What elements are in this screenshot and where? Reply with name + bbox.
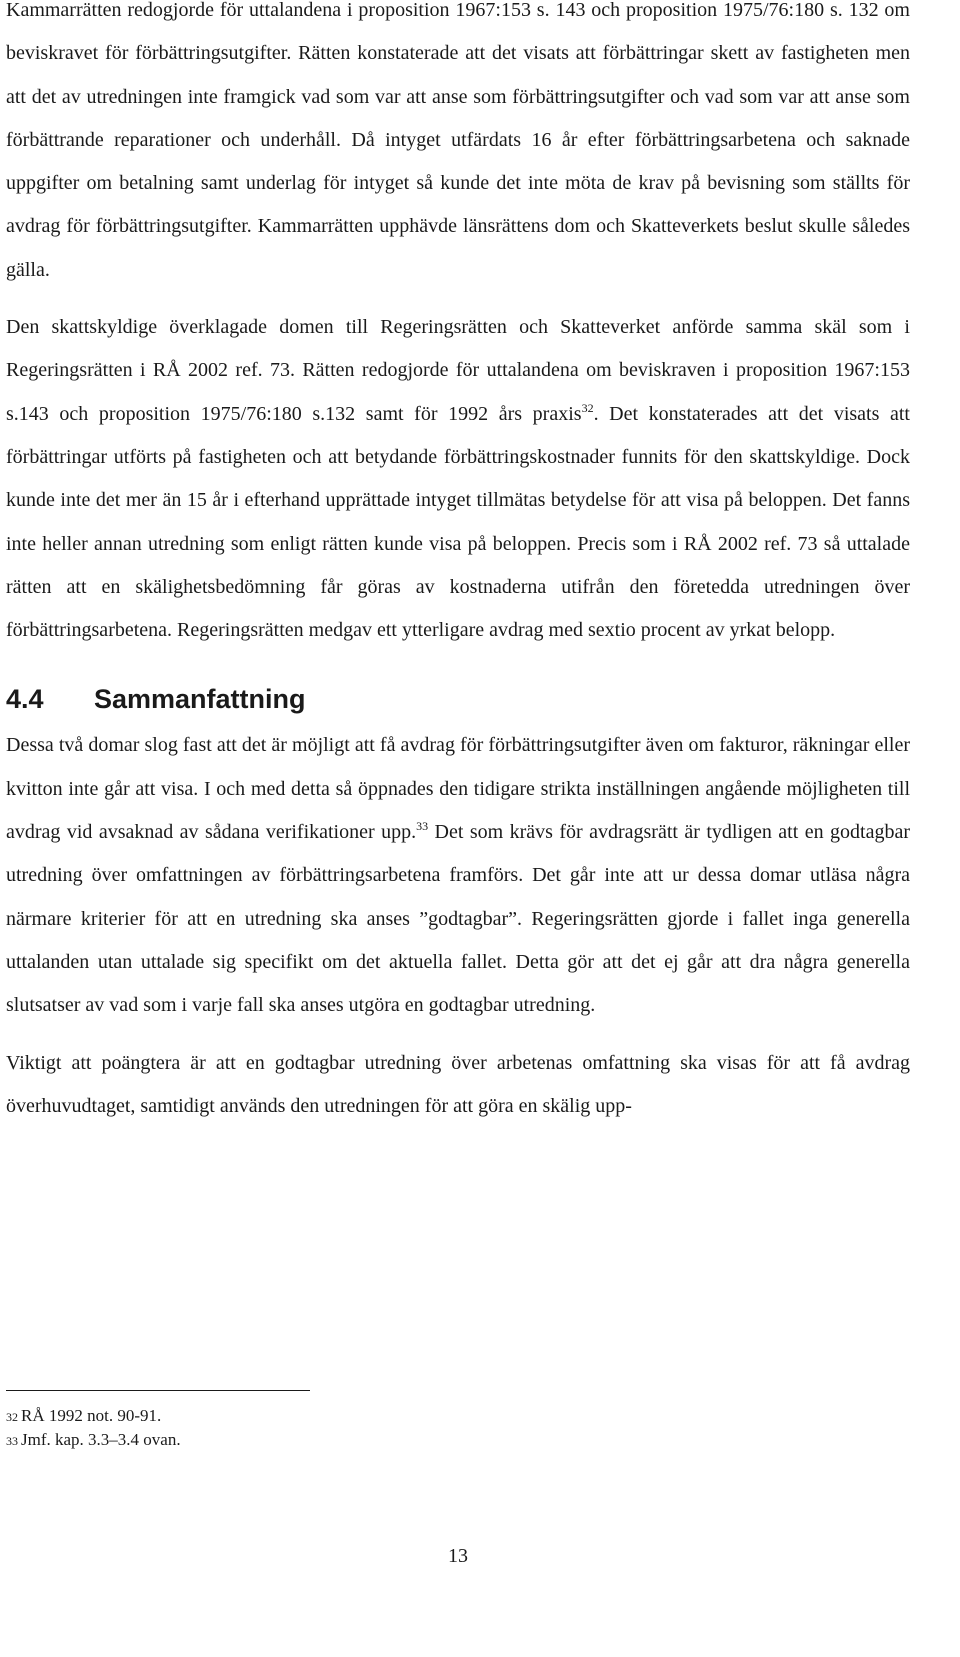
page-number: 13 <box>448 1545 468 1567</box>
paragraph-text: Den skattskyldige överklagade domen till Regeringsrätten och Skatteverket anförde samma skäl som i Regeringsrätten i RÅ 2002 ref. 73. Rätten redogjorde för uttalandena om beviskraven i proposition 1967:153 s.143 och proposition 1975/76:180 s.132 samt för 1992 års praxis <box>6 316 910 425</box>
paragraph-summary <box>6 724 910 1027</box>
footnote-32 <box>6 1404 910 1428</box>
section-title: Sammanfattning <box>94 684 306 715</box>
paragraph-viktigt: Viktigt att poängtera är att en godtagbar utredning över arbetenas omfattning ska visas för att få avdrag överhuvudtaget, samtidigt används den utredningen för att göra en skälig upp- <box>6 1051 910 1117</box>
document-page <box>6 0 910 1657</box>
footnote-number: 32 <box>6 1410 18 1424</box>
footnote-ref-33[interactable]: 33 <box>416 819 429 834</box>
section-number: 4.4 <box>6 684 44 715</box>
paragraph-text: . Det konstaterades att det visats att förbättringar utförts på fastigheten och att betydande förbättringskostnader funnits för den skattskyldige. Dock kunde inte det mer än 15 år i efterhand upprättade intyget tillmätas betydelse för att visa på beloppen. Det fanns inte heller annan utredning som enligt rätten kunde visa på beloppen. Precis som i RÅ 2002 ref. 73 så uttalade rätten att en skälighetsbedömning får göras av kostnaderna utifrån den företedda utredningen över förbättringsarbetena. Regeringsrätten medgav ett ytterligare avdrag med sextio procent av yrkat belopp. <box>6 402 910 642</box>
footnote-number: 33 <box>6 1434 18 1448</box>
footnote-text: RÅ 1992 not. 90-91. <box>21 1406 162 1425</box>
paragraph-kammarratten: Kammarrätten redogjorde för uttalandena i proposition 1967:153 s. 143 och proposition 1975/76:180 s. 132 om beviskravet för förbättringsutgifter. Rätten konstaterade att det visats att förbättringar skett av fastigheten men att det av utredningen inte framgick vad som var att anse som förbättringsutgifter och vad som var att anse som förbättrande reparationer och underhåll. Då intyget utfärdats 16 år efter förbättringsarbetena och saknade uppgifter om betalning samt underlag för intyget så kunde det inte möta de krav på bevisning som ställts för avdrag för förbättringsutgifter. Kammarrätten upphävde länsrättens dom och Skatteverkets beslut skulle således gälla. <box>6 0 910 281</box>
paragraph-text: Dessa två domar slog fast att det är möjligt att få avdrag för förbättringsutgifter även om fakturor, räkningar eller kvitton inte går att visa. I och med detta så öppnades den tidigare strikta inställningen angående möjligheten till avdrag vid avsaknad av sådana verifikationer upp. <box>6 734 910 844</box>
paragraph-regeringsratten <box>6 306 910 652</box>
footnote-divider <box>6 1390 310 1391</box>
paragraph-text: Det som krävs för avdragsrätt är tydligen att en godtagbar utredning över omfattningen av förbättringsarbetena framförs. Det går inte att ur dessa domar utläsa några närmare kriterier för att en utredning ska anses ”godtagbar”. Regeringsrätten gjorde i fallet inga generella uttalanden utan uttalade sig specifikt om det aktuella fallet. Detta gör att det ej går att dra några generella slutsatser av vad som i varje fall ska anses utgöra en godtagbar utredning. <box>6 821 910 1017</box>
footnote-text: Jmf. kap. 3.3–3.4 ovan. <box>21 1430 181 1449</box>
footnote-ref-32[interactable]: 32 <box>581 400 594 415</box>
section-heading <box>6 682 910 716</box>
footnotes <box>6 1404 910 1452</box>
footnote-33 <box>6 1428 910 1452</box>
